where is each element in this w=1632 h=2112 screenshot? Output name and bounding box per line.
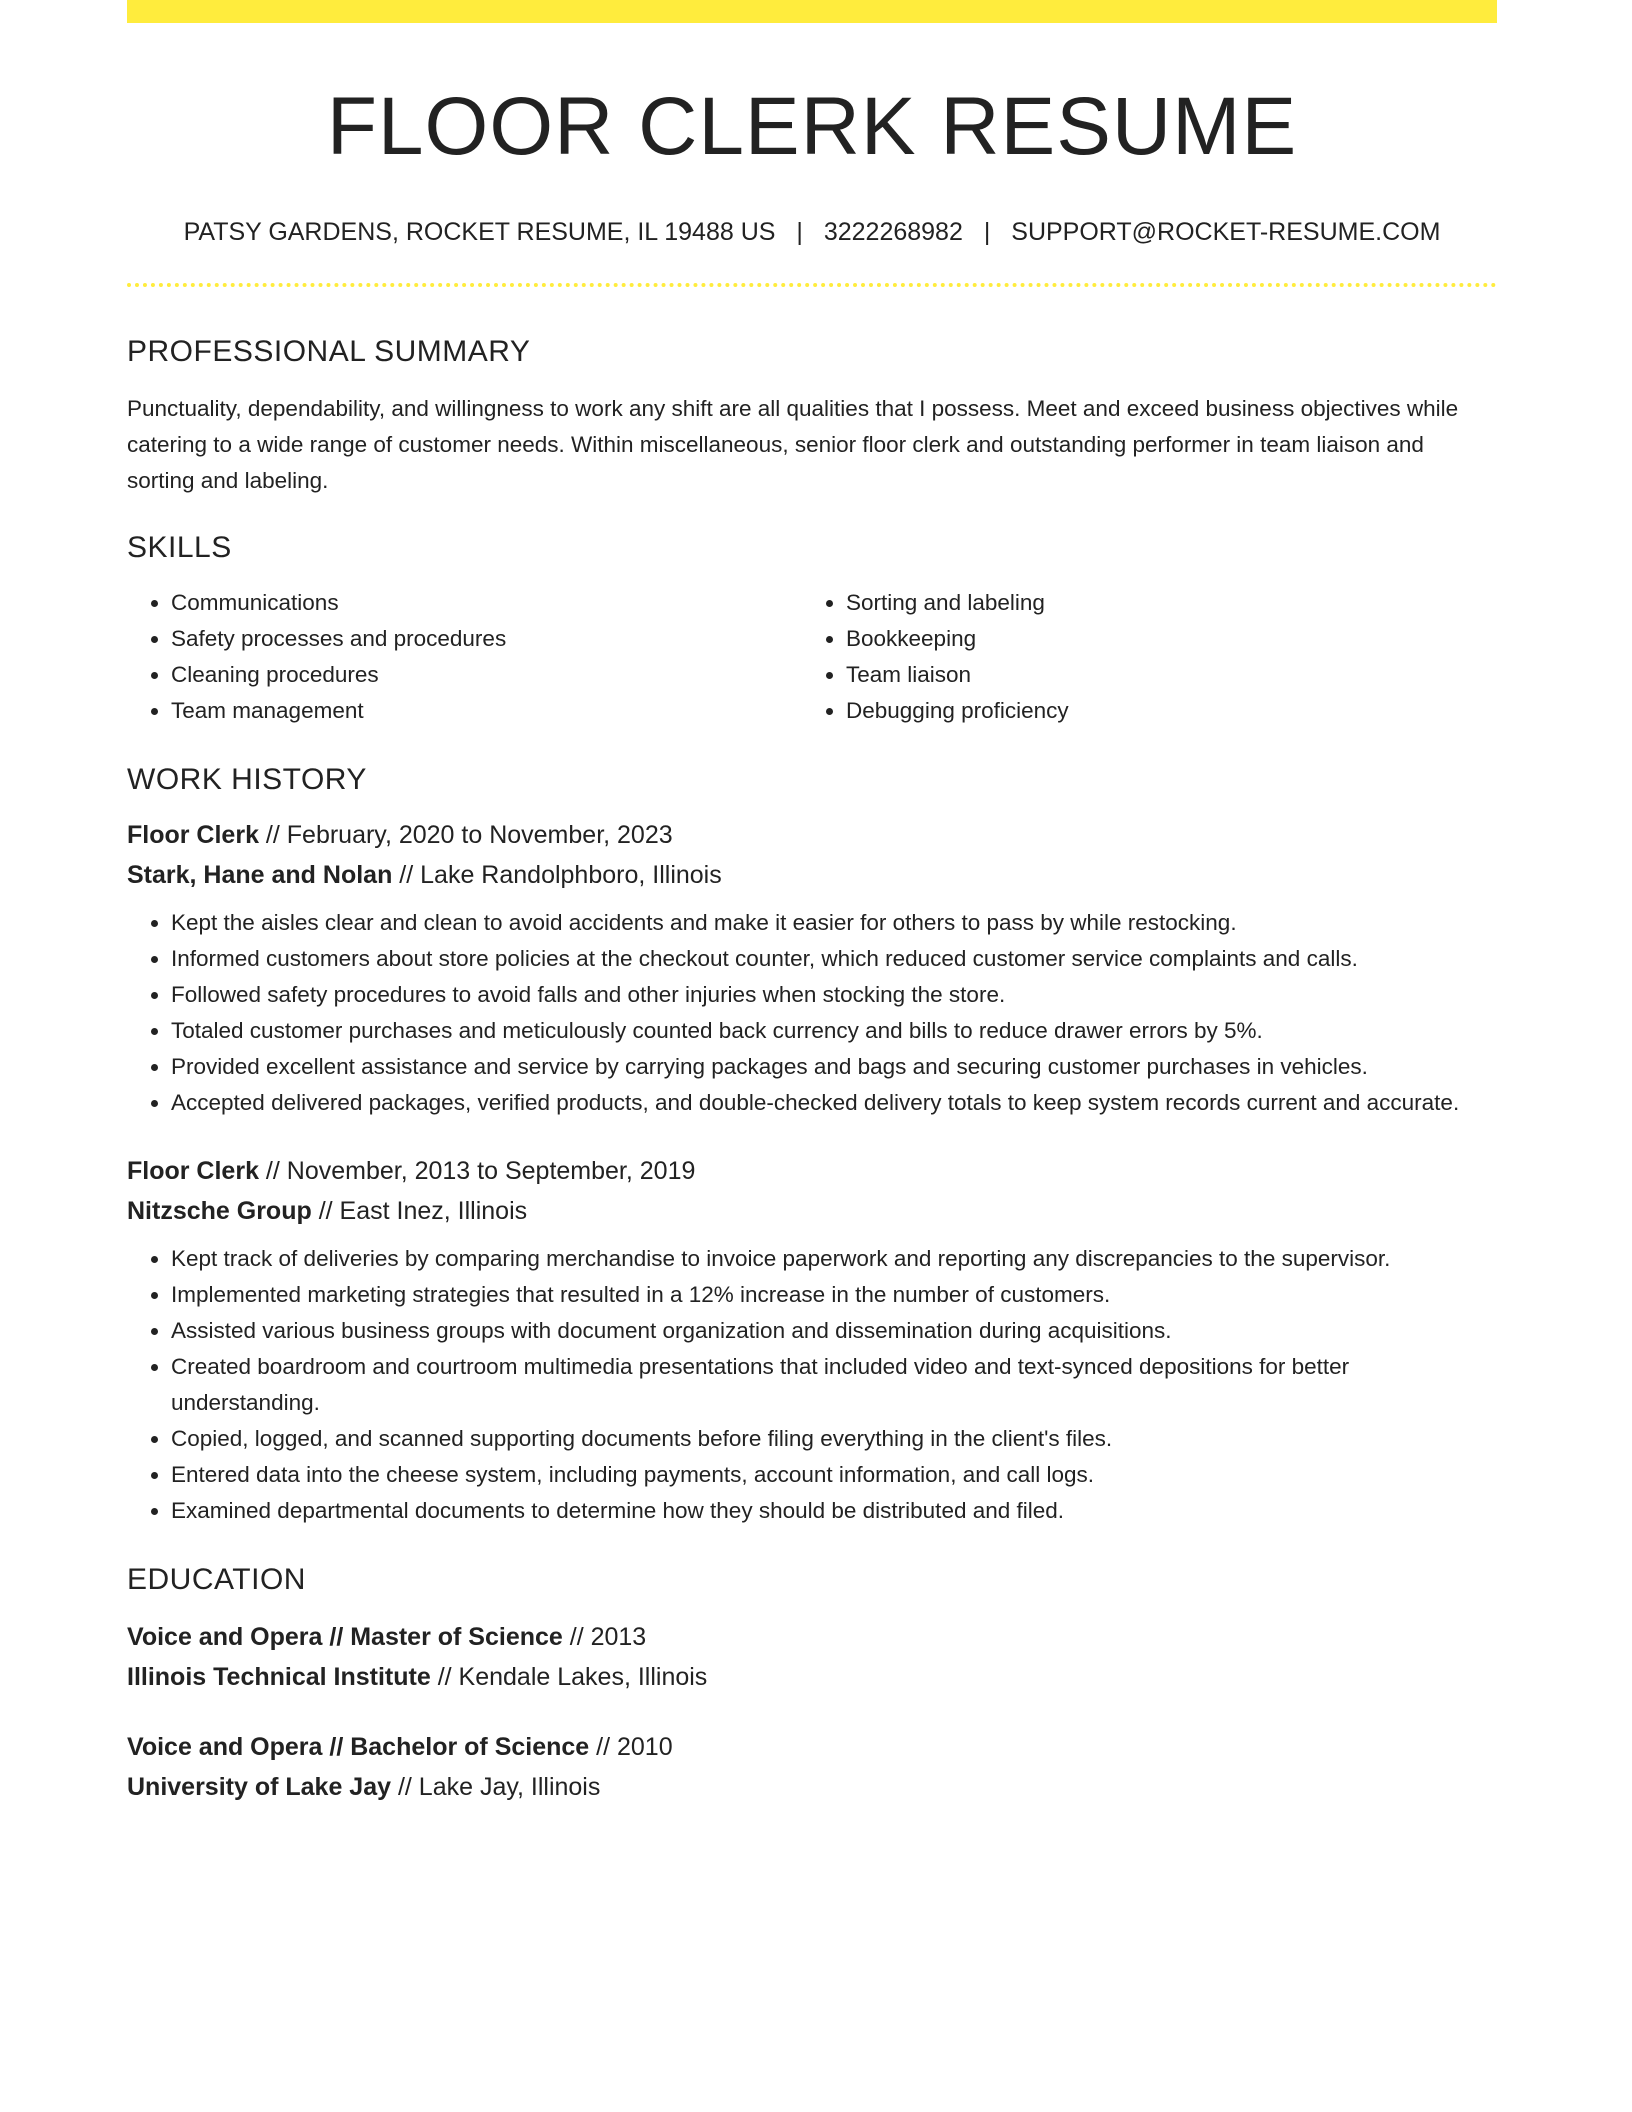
job-role: Floor Clerk — [127, 1157, 259, 1185]
contact-separator: | — [983, 218, 991, 246]
job-role: Floor Clerk — [127, 821, 259, 849]
job-company-line — [127, 1191, 1497, 1231]
contact-line — [127, 220, 1497, 245]
job-dates: // February, 2020 to November, 2023 — [258, 821, 673, 849]
education-school: Illinois Technical Institute — [127, 1663, 431, 1691]
education-entry — [127, 1727, 1497, 1807]
job-bullet: • Accepted delivered packages, verified products, and double-checked delivery totals to keep system records current and accurate. — [171, 1085, 1497, 1121]
education-year: // 2013 — [562, 1623, 647, 1651]
skills-column-left — [127, 585, 802, 729]
education-entry — [127, 1617, 1497, 1697]
job-company: Stark, Hane and Nolan — [127, 861, 393, 889]
job-location: // Lake Randolphboro, Illinois — [392, 861, 722, 889]
job-bullet: • Copied, logged, and scanned supporting documents before filing everything in the client's files. — [171, 1421, 1497, 1457]
job-role-line — [127, 1151, 1497, 1191]
skill-item: • Sorting and labeling — [846, 585, 1477, 621]
job-dates: // November, 2013 to September, 2019 — [258, 1157, 696, 1185]
education-degree: Voice and Opera // Master of Science — [127, 1623, 563, 1651]
contact-phone: 3222268982 — [823, 218, 963, 246]
job-entry — [127, 1151, 1497, 1529]
job-bullet: • Kept the aisles clear and clean to avoid accidents and make it easier for others to pass by while restocking. — [171, 905, 1497, 941]
job-bullet: • Examined departmental documents to determine how they should be distributed and filed. — [171, 1493, 1497, 1529]
job-bullet: • Totaled customer purchases and meticulously counted back currency and bills to reduce drawer errors by 5%. — [171, 1013, 1497, 1049]
contact-email: SUPPORT@ROCKET-RESUME.COM — [1011, 218, 1441, 246]
job-bullets — [127, 1241, 1497, 1529]
skills-column-right — [802, 585, 1477, 729]
skill-item: • Safety processes and procedures — [171, 621, 802, 657]
resume-title: FLOOR CLERK RESUME — [326, 81, 1298, 172]
dotted-divider — [127, 283, 1497, 287]
skill-item: • Debugging proficiency — [846, 693, 1477, 729]
education-degree-line — [127, 1617, 1497, 1657]
job-bullet: • Provided excellent assistance and service by carrying packages and bags and securing customer purchases in vehicles. — [171, 1049, 1497, 1085]
job-role-line — [127, 815, 1497, 855]
skill-item: • Communications — [171, 585, 802, 621]
skill-item: • Team management — [171, 693, 802, 729]
job-bullet: • Created boardroom and courtroom multimedia presentations that included video and text-synced depositions for better understanding. — [171, 1349, 1497, 1421]
job-location: // East Inez, Illinois — [311, 1197, 528, 1225]
skill-item: • Team liaison — [846, 657, 1477, 693]
job-bullet: • Implemented marketing strategies that resulted in a 12% increase in the number of customers. — [171, 1277, 1497, 1313]
skills-heading: SKILLS — [127, 531, 232, 564]
resume-page — [127, 0, 1497, 1807]
education-heading: EDUCATION — [127, 1563, 306, 1596]
contact-address: PATSY GARDENS, ROCKET RESUME, IL 19488 US — [183, 218, 776, 246]
skill-item: • Bookkeeping — [846, 621, 1477, 657]
education-degree: Voice and Opera // Bachelor of Science — [127, 1733, 590, 1761]
job-bullet: • Kept track of deliveries by comparing merchandise to invoice paperwork and reporting any discrepancies to the supervisor. — [171, 1241, 1497, 1277]
job-company: Nitzsche Group — [127, 1197, 312, 1225]
education-year: // 2010 — [589, 1733, 673, 1761]
education-location: // Lake Jay, Illinois — [391, 1773, 601, 1801]
job-bullet: • Assisted various business groups with document organization and dissemination during acquisitions. — [171, 1313, 1497, 1349]
skills-list — [127, 585, 1497, 729]
job-bullet: • Entered data into the cheese system, including payments, account information, and call logs. — [171, 1457, 1497, 1493]
job-bullet: • Followed safety procedures to avoid falls and other injuries when stocking the store. — [171, 977, 1497, 1013]
summary-heading: PROFESSIONAL SUMMARY — [127, 335, 531, 368]
accent-bar — [127, 0, 1497, 23]
job-bullet: • Informed customers about store policies at the checkout counter, which reduced customer service complaints and calls. — [171, 941, 1497, 977]
contact-separator: | — [796, 218, 803, 246]
education-school: University of Lake Jay — [127, 1773, 392, 1801]
skill-item: • Cleaning procedures — [171, 657, 802, 693]
job-company-line — [127, 855, 1497, 895]
summary-text: Punctuality, dependability, and willingness to work any shift are all qualities that I possess. Meet and exceed business objectives while catering to a wide range of customer needs. Within miscellaneous, senior floor clerk and outstanding performer in team liaison and sorting and labeling. — [127, 396, 1459, 493]
education-location: // Kendale Lakes, Illinois — [430, 1663, 708, 1691]
education-school-line — [127, 1767, 1497, 1807]
education-school-line — [127, 1657, 1497, 1697]
job-bullets — [127, 905, 1497, 1121]
education-degree-line — [127, 1727, 1497, 1767]
work-history-heading: WORK HISTORY — [127, 763, 367, 796]
job-entry — [127, 815, 1497, 1121]
